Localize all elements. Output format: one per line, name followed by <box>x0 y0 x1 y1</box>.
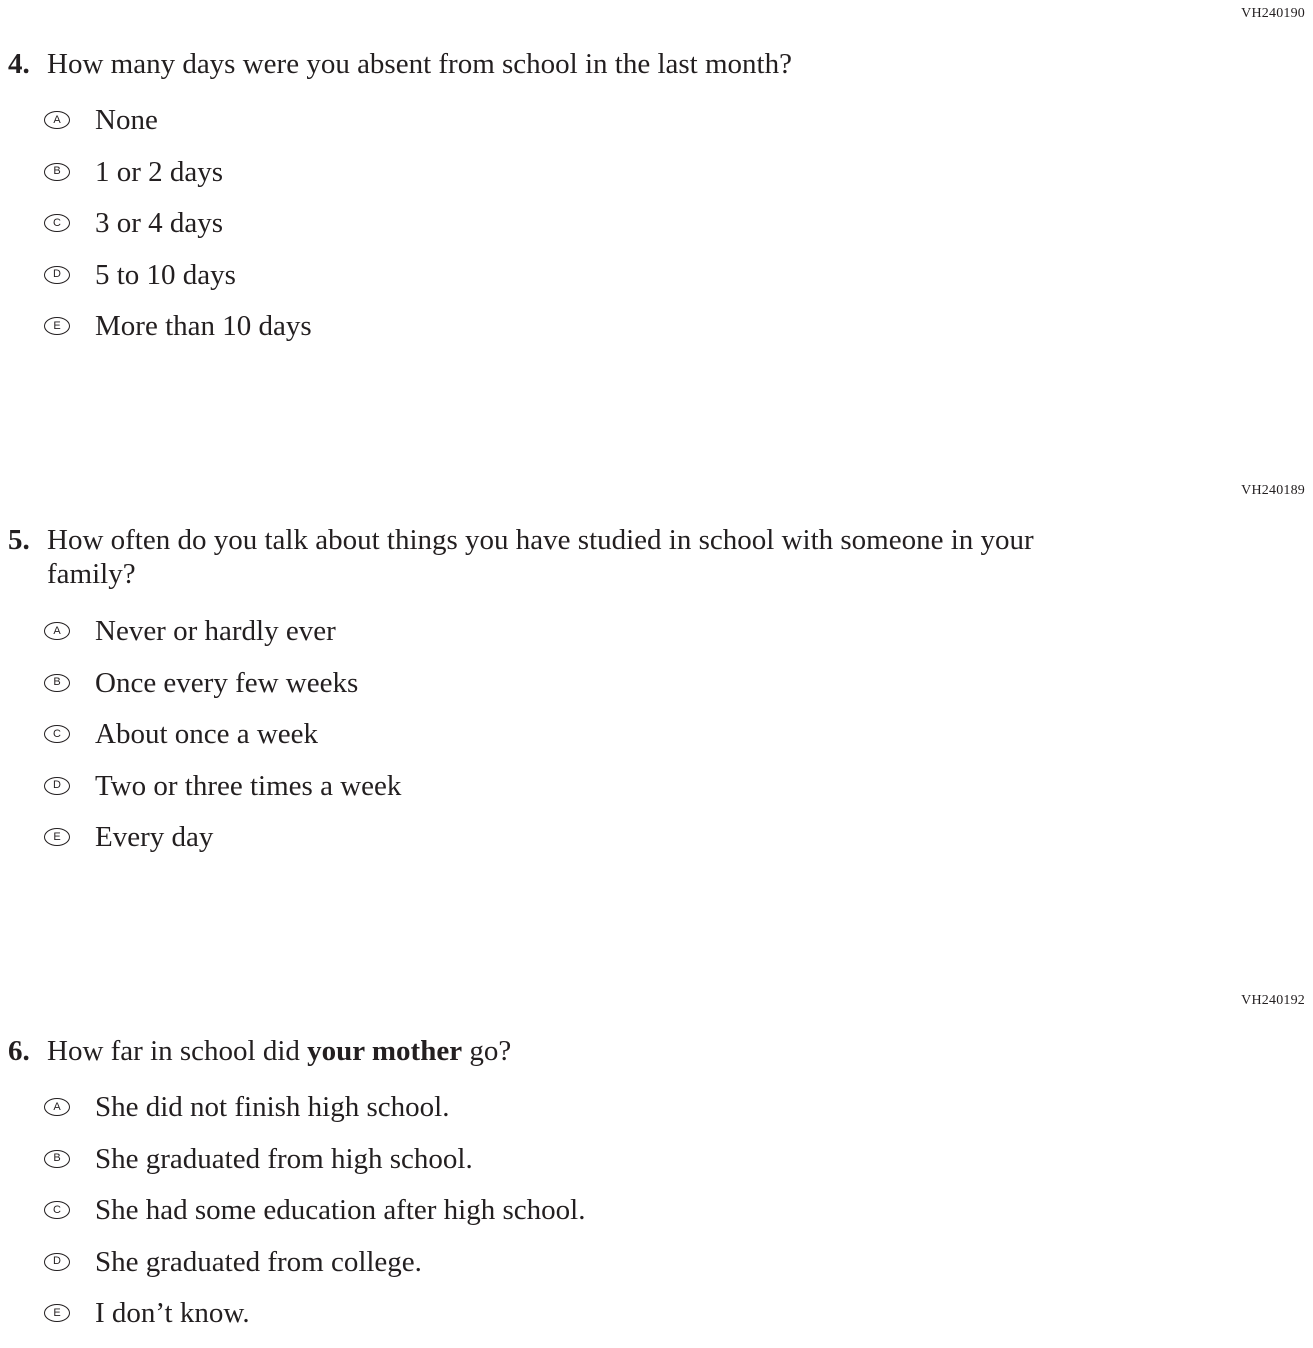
question-text <box>47 1034 1098 1068</box>
option-e[interactable] <box>44 1296 585 1348</box>
option-d[interactable] <box>44 1245 585 1297</box>
answer-bubble-e[interactable]: E <box>44 317 70 335</box>
option-c[interactable] <box>44 206 312 258</box>
option-label: I don’t know. <box>95 1297 250 1330</box>
answer-bubble-b[interactable]: B <box>44 674 70 692</box>
option-b[interactable] <box>44 1142 585 1194</box>
question-emphasis: your mother <box>307 1035 463 1067</box>
question-text: How often do you talk about things you have studied in school with someone in your family? <box>47 524 1034 590</box>
answer-bubble-e[interactable]: E <box>44 828 70 846</box>
option-c[interactable] <box>44 717 401 769</box>
option-a[interactable] <box>44 103 312 155</box>
option-label: Once every few weeks <box>95 666 359 699</box>
answer-bubble-a[interactable]: A <box>44 111 70 129</box>
question-number: 6. <box>8 1035 30 1067</box>
answer-bubble-e[interactable]: E <box>44 1304 70 1322</box>
answer-bubble-a[interactable]: A <box>44 622 70 640</box>
option-label: 5 to 10 days <box>95 258 236 291</box>
item-id: VH240190 <box>1241 6 1305 21</box>
answer-options <box>44 1090 585 1348</box>
option-label: 1 or 2 days <box>95 155 224 188</box>
answer-bubble-b[interactable]: B <box>44 163 70 181</box>
option-label: More than 10 days <box>95 310 312 343</box>
question-number: 4. <box>8 48 30 80</box>
answer-bubble-c[interactable]: C <box>44 725 70 743</box>
item-id: VH240192 <box>1241 993 1305 1008</box>
option-d[interactable] <box>44 258 312 310</box>
option-b[interactable] <box>44 155 312 207</box>
item-id: VH240189 <box>1241 483 1305 498</box>
answer-bubble-c[interactable]: C <box>44 214 70 232</box>
option-label: None <box>95 104 158 136</box>
question-prompt <box>8 523 1098 591</box>
option-label: She did not finish high school. <box>95 1091 450 1123</box>
option-e[interactable] <box>44 309 312 361</box>
question-text-after: go? <box>462 1035 512 1067</box>
option-b[interactable] <box>44 666 401 718</box>
question-prompt <box>8 47 1098 81</box>
answer-bubble-d[interactable]: D <box>44 1253 70 1271</box>
answer-bubble-d[interactable]: D <box>44 266 70 284</box>
option-label: Two or three times a week <box>95 769 402 802</box>
option-label: She had some education after high school. <box>95 1194 586 1227</box>
option-label: 3 or 4 days <box>95 207 224 240</box>
answer-options <box>44 614 401 872</box>
option-label: She graduated from high school. <box>95 1142 473 1175</box>
option-d[interactable] <box>44 769 401 821</box>
question-text: How many days were you absent from school in the last month? <box>47 48 792 80</box>
option-label: About once a week <box>95 718 319 751</box>
answer-bubble-a[interactable]: A <box>44 1098 70 1116</box>
option-a[interactable] <box>44 1090 585 1142</box>
answer-options <box>44 103 312 361</box>
option-label: Never or hardly ever <box>95 615 336 647</box>
answer-bubble-d[interactable]: D <box>44 777 70 795</box>
answer-bubble-c[interactable]: C <box>44 1201 70 1219</box>
option-label: Every day <box>95 821 214 854</box>
option-e[interactable] <box>44 820 401 872</box>
option-label: She graduated from college. <box>95 1245 422 1278</box>
question-prompt <box>8 1034 1098 1068</box>
answer-bubble-b[interactable]: B <box>44 1150 70 1168</box>
option-c[interactable] <box>44 1193 585 1245</box>
question-number: 5. <box>8 524 30 556</box>
question-text-before: How far in school did <box>47 1035 308 1067</box>
option-a[interactable] <box>44 614 401 666</box>
